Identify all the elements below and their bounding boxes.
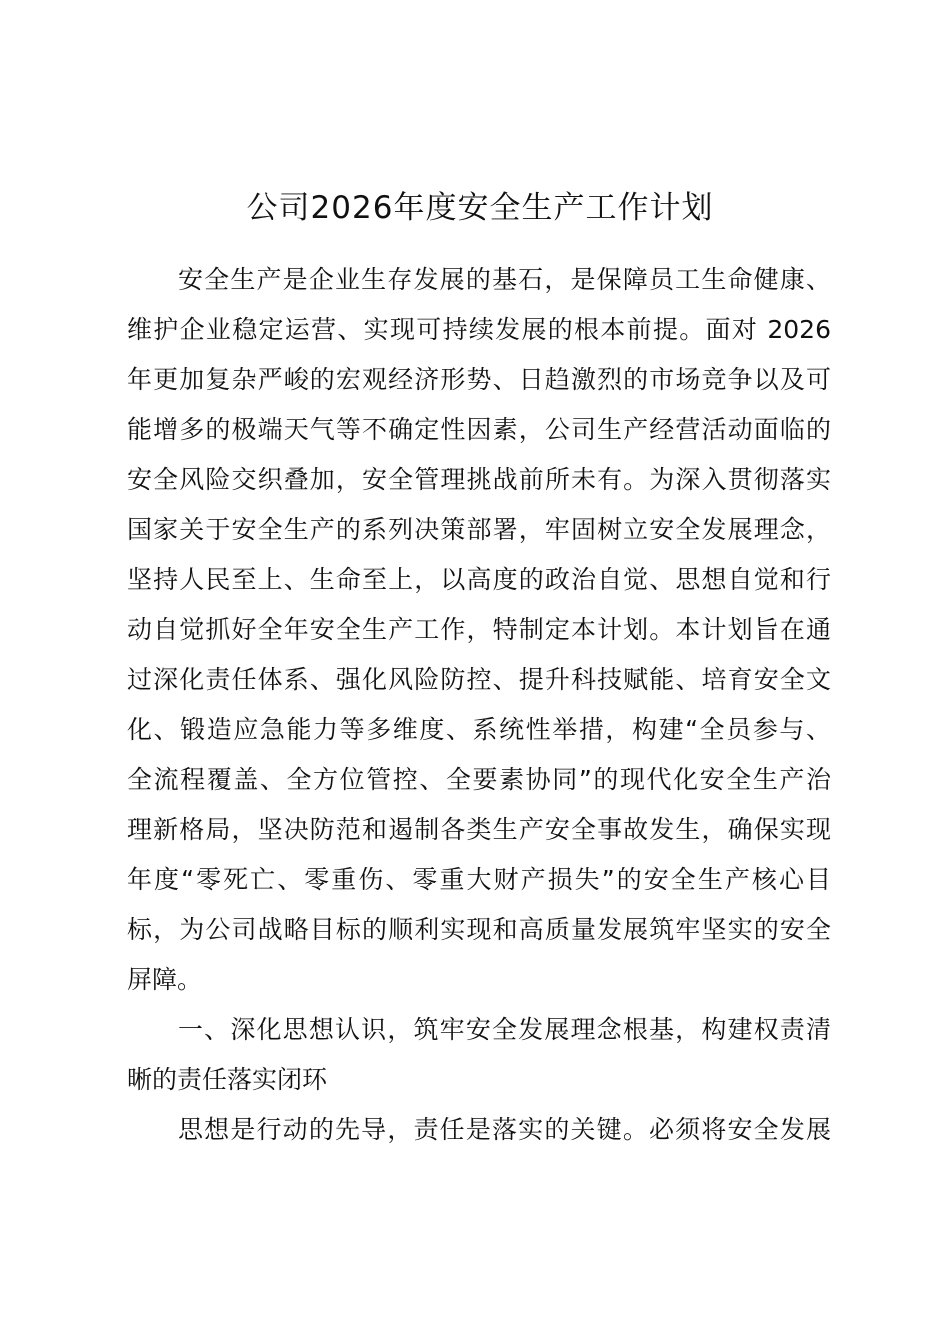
paragraph-line: 安全生产是企业生存发展的基石，是保障员工生命健康、 [178,265,831,294]
paragraph-line: 屏障。 [127,965,203,994]
section-paragraph [127,1105,831,1155]
paragraph-line: 全流程覆盖、全方位管控、全要素协同”的现代化安全生产治 [127,765,831,794]
intro-paragraph [127,255,831,1005]
paragraph-line: 维护企业稳定运营、实现可持续发展的根本前提。面对 2026 [127,315,831,344]
section-heading [127,1005,831,1105]
paragraph-line: 思想是行动的先导，责任是落实的关键。必须将安全发展 [178,1115,831,1144]
heading-line: 一、深化思想认识，筑牢安全发展理念根基，构建权责清 [178,1015,831,1044]
paragraph-line: 理新格局，坚决防范和遏制各类生产安全事故发生，确保实现 [127,815,831,844]
paragraph-line: 安全风险交织叠加，安全管理挑战前所未有。为深入贯彻落实 [127,465,831,494]
paragraph-line: 年更加复杂严峻的宏观经济形势、日趋激烈的市场竞争以及可 [127,365,831,394]
document-title: 公司2026年度安全生产工作计划 [246,190,714,226]
paragraph-line: 化、锻造应急能力等多维度、系统性举措，构建“全员参与、 [127,715,831,744]
heading-line: 晰的责任落实闭环 [127,1065,328,1094]
paragraph-line: 年度“零死亡、零重伤、零重大财产损失”的安全生产核心目 [127,865,831,894]
paragraph-line: 坚持人民至上、生命至上，以高度的政治自觉、思想自觉和行 [127,565,831,594]
paragraph-line: 国家关于安全生产的系列决策部署，牢固树立安全发展理念， [127,515,831,544]
paragraph-line: 过深化责任体系、强化风险防控、提升科技赋能、培育安全文 [127,665,831,694]
document-body [127,255,831,1155]
paragraph-line: 动自觉抓好全年安全生产工作，特制定本计划。本计划旨在通 [127,615,831,644]
paragraph-line: 能增多的极端天气等不确定性因素，公司生产经营活动面临的 [127,415,831,444]
paragraph-line: 标，为公司战略目标的顺利实现和高质量发展筑牢坚实的安全 [127,915,831,944]
